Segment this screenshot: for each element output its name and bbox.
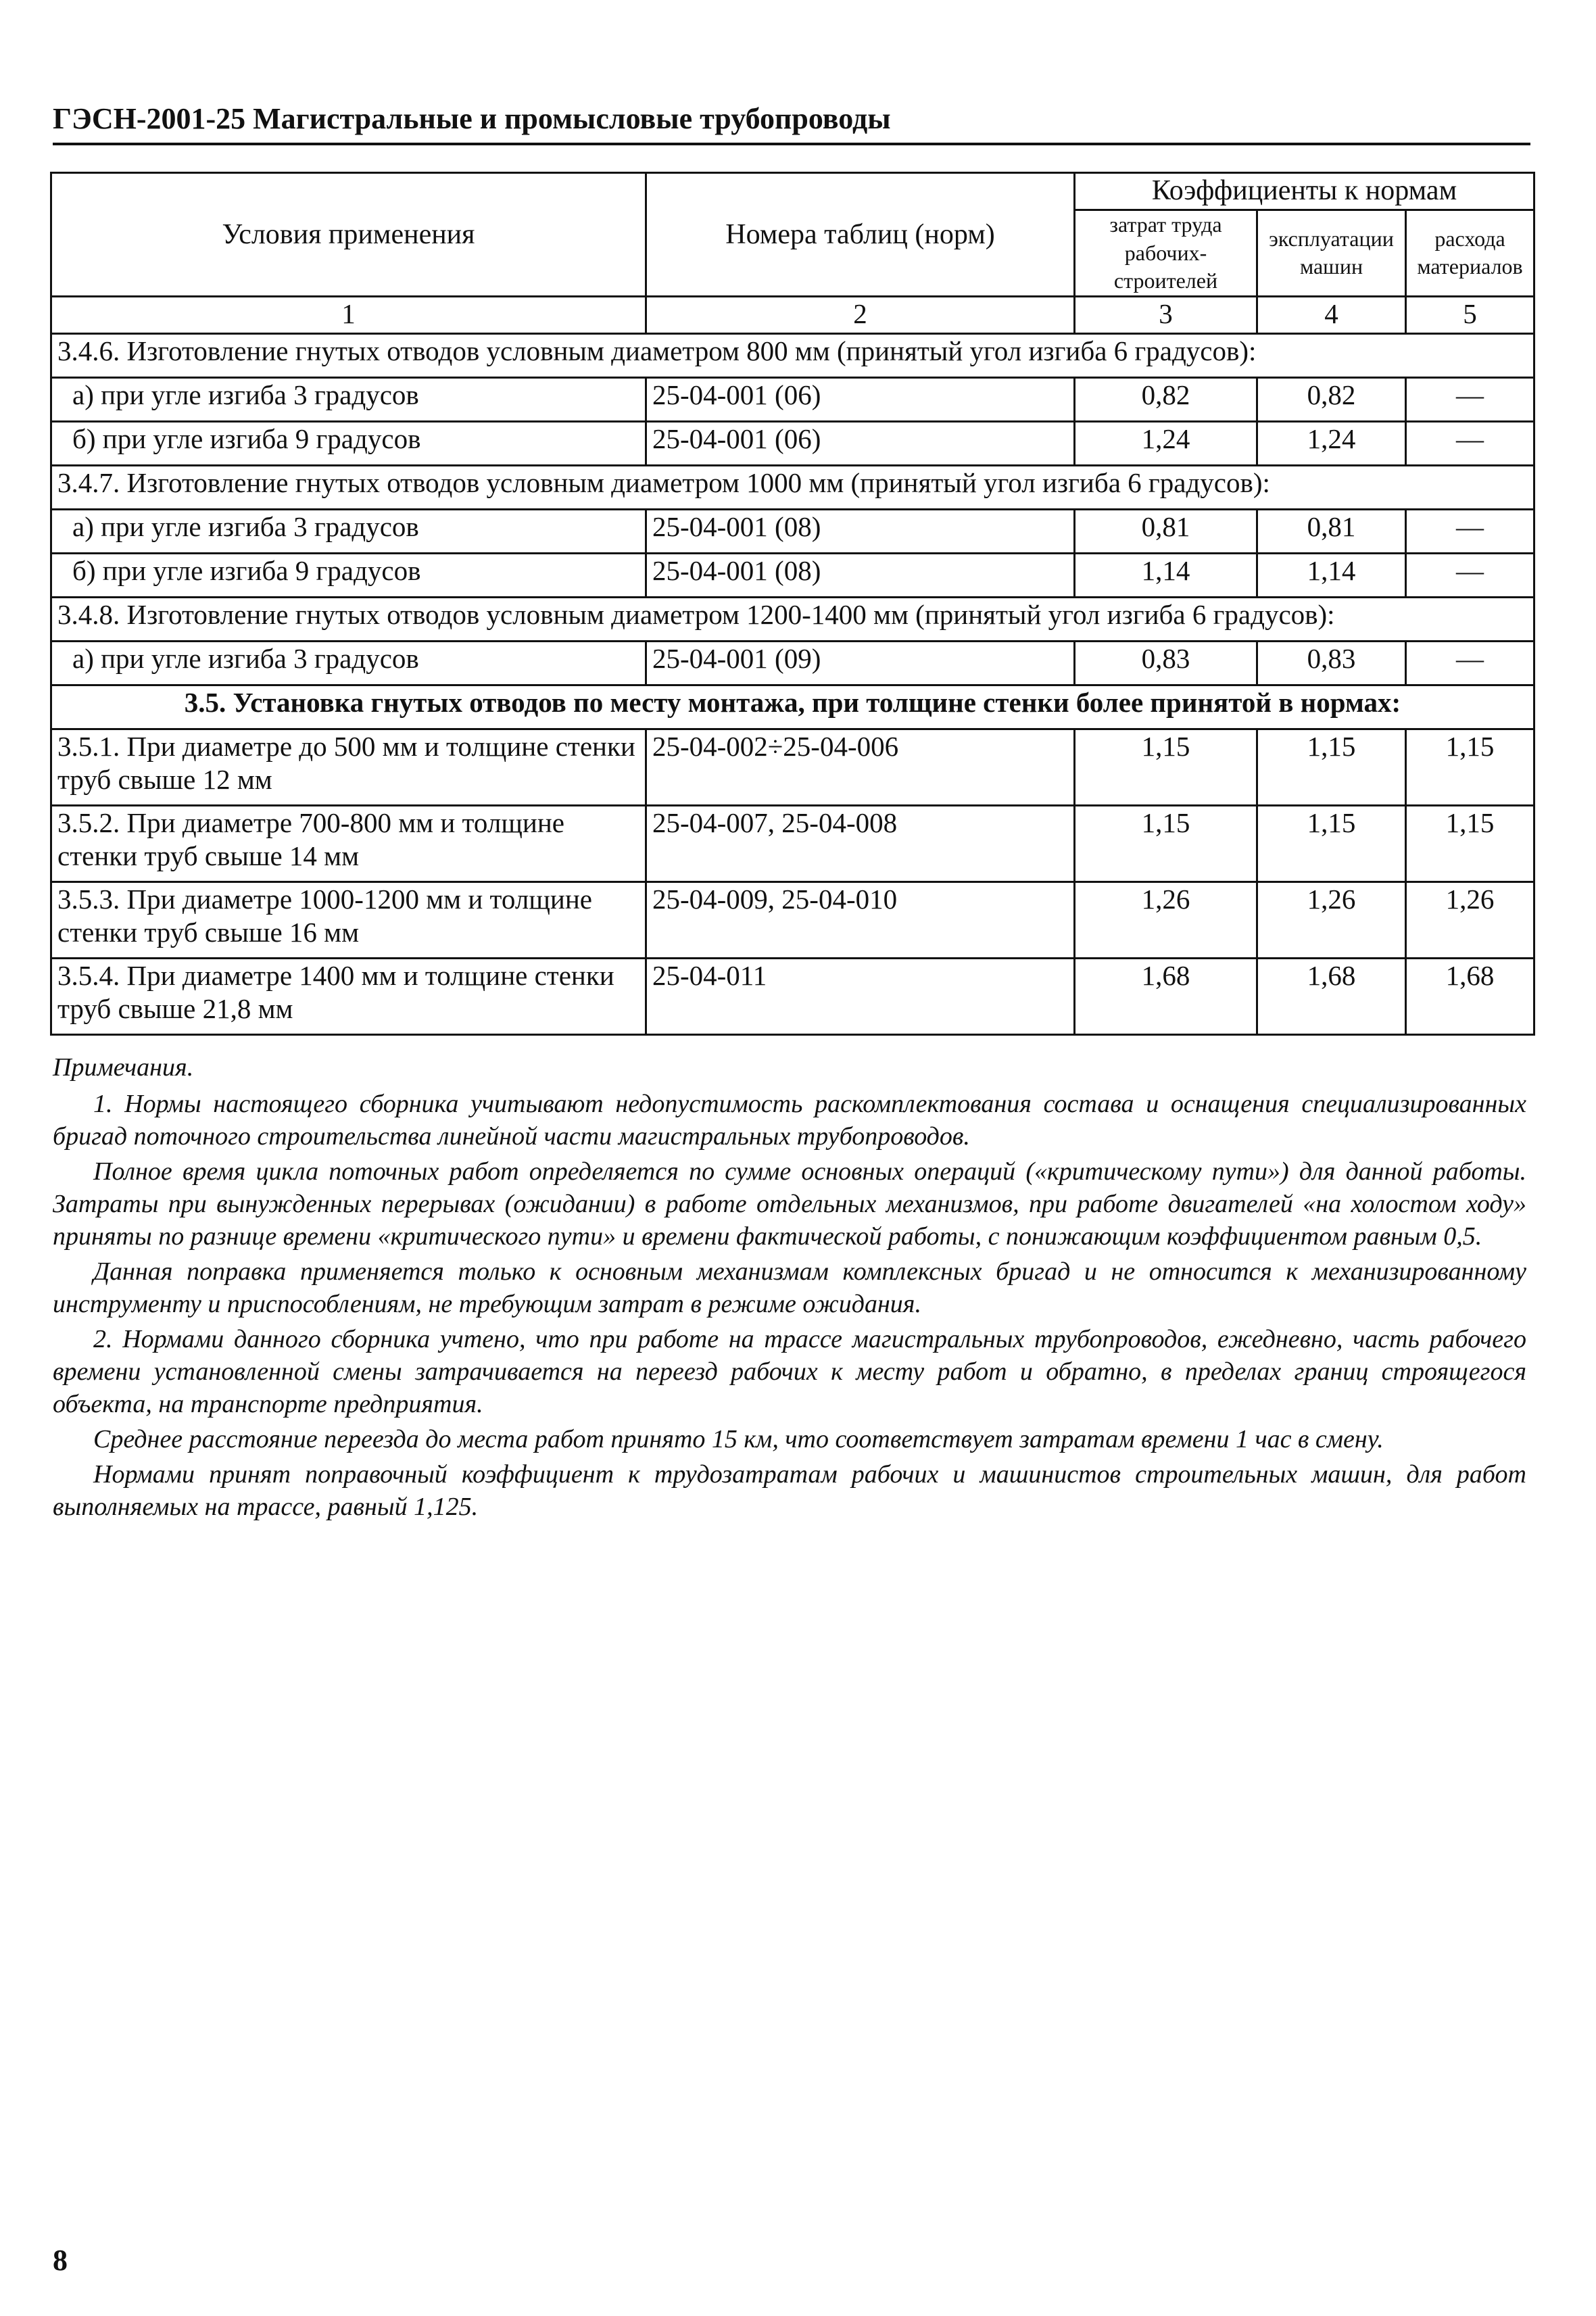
section-row xyxy=(51,333,1534,377)
column-number: 4 xyxy=(1257,296,1406,333)
table-row xyxy=(51,805,1534,882)
row-labor: 1,15 xyxy=(1075,805,1257,882)
row-materials: — xyxy=(1406,641,1534,685)
row-materials: — xyxy=(1406,377,1534,421)
note-paragraph: Нормами принят поправочный коэффициент к трудозатратам рабочих и машинистов строительных машин, для работ выполняемых на трассе, равный 1,125. xyxy=(53,1460,1526,1521)
row-materials: — xyxy=(1406,421,1534,465)
page-header-title: ГЭСН-2001-25 Магистральные и промысловые трубопроводы xyxy=(53,101,1530,145)
row-machines: 1,15 xyxy=(1257,729,1406,805)
header-labor: затрат труда рабочих-строителей xyxy=(1075,210,1257,297)
row-machines: 1,26 xyxy=(1257,882,1406,958)
row-labor: 1,14 xyxy=(1075,553,1257,597)
row-table-number: 25-04-001 (08) xyxy=(646,553,1075,597)
row-labor: 1,68 xyxy=(1075,958,1257,1034)
table-row xyxy=(51,509,1534,553)
column-number: 3 xyxy=(1075,296,1257,333)
section-row xyxy=(51,597,1534,641)
coefficients-table xyxy=(50,172,1535,1036)
row-condition: 3.5.2. При диаметре 700-800 мм и толщине стенки труб свыше 14 мм xyxy=(51,805,646,882)
row-materials: 1,15 xyxy=(1406,805,1534,882)
section-title: 3.4.6. Изготовление гнутых отводов условным диаметром 800 мм (принятый угол изгиба 6 градусов): xyxy=(51,333,1534,377)
row-machines: 0,82 xyxy=(1257,377,1406,421)
row-labor: 1,26 xyxy=(1075,882,1257,958)
column-number: 1 xyxy=(51,296,646,333)
row-labor: 0,81 xyxy=(1075,509,1257,553)
row-condition: а) при угле изгиба 3 градусов xyxy=(51,641,646,685)
row-table-number: 25-04-011 xyxy=(646,958,1075,1034)
row-condition: б) при угле изгиба 9 градусов xyxy=(51,553,646,597)
column-numbers-row xyxy=(51,296,1534,333)
row-condition: б) при угле изгиба 9 градусов xyxy=(51,421,646,465)
row-table-number: 25-04-001 (06) xyxy=(646,377,1075,421)
row-labor: 1,24 xyxy=(1075,421,1257,465)
notes-section xyxy=(53,1051,1526,1526)
column-number: 2 xyxy=(646,296,1075,333)
header-conditions: Условия применения xyxy=(51,173,646,297)
row-table-number: 25-04-007, 25-04-008 xyxy=(646,805,1075,882)
note-paragraph: Полное время цикла поточных работ определяется по сумме основных операций («критическому пути») для данной работы. Затраты при вынужденных перерывах (ожидании) в работе отдельных механизмов, при работе двигателей «на холостом ходу» приняты по разнице времени «критического пути» и времени фактической работы, с понижающим коэффициентом равным 0,5. xyxy=(53,1157,1526,1251)
table-row xyxy=(51,421,1534,465)
row-machines: 1,14 xyxy=(1257,553,1406,597)
row-materials: 1,26 xyxy=(1406,882,1534,958)
header-table-numbers: Номера таблиц (норм) xyxy=(646,173,1075,297)
table-row xyxy=(51,377,1534,421)
row-condition: 3.5.3. При диаметре 1000-1200 мм и толщине стенки труб свыше 16 мм xyxy=(51,882,646,958)
row-condition: 3.5.4. При диаметре 1400 мм и толщине стенки труб свыше 21,8 мм xyxy=(51,958,646,1034)
column-number: 5 xyxy=(1406,296,1534,333)
row-table-number: 25-04-001 (09) xyxy=(646,641,1075,685)
page-number: 8 xyxy=(53,2244,68,2277)
table-row xyxy=(51,553,1534,597)
row-machines: 1,24 xyxy=(1257,421,1406,465)
row-condition: 3.5.1. При диаметре до 500 мм и толщине стенки труб свыше 12 мм xyxy=(51,729,646,805)
section-title: 3.4.7. Изготовление гнутых отводов условным диаметром 1000 мм (принятый угол изгиба 6 градусов): xyxy=(51,465,1534,509)
section-title: 3.4.8. Изготовление гнутых отводов условным диаметром 1200-1400 мм (принятый угол изгиба 6 градусов): xyxy=(51,597,1534,641)
note-paragraph: Среднее расстояние переезда до места работ принято 15 км, что соответствует затратам времени 1 час в смену. xyxy=(93,1425,1384,1453)
notes-title: Примечания. xyxy=(53,1053,194,1082)
note-paragraph: 1. Нормы настоящего сборника учитывают недопустимость раскомплектования состава и оснащения специализированных бригад поточного строительства линейной части магистральных трубопроводов. xyxy=(53,1090,1526,1151)
row-machines: 1,68 xyxy=(1257,958,1406,1034)
section-row xyxy=(51,465,1534,509)
section-title: 3.5. Установка гнутых отводов по месту монтажа, при толщине стенки более принятой в нормах: xyxy=(51,685,1534,729)
table-row xyxy=(51,958,1534,1034)
row-condition: а) при угле изгиба 3 градусов xyxy=(51,377,646,421)
row-materials: 1,15 xyxy=(1406,729,1534,805)
row-table-number: 25-04-001 (06) xyxy=(646,421,1075,465)
row-materials: — xyxy=(1406,553,1534,597)
table-row xyxy=(51,729,1534,805)
row-machines: 0,81 xyxy=(1257,509,1406,553)
row-labor: 0,82 xyxy=(1075,377,1257,421)
note-paragraph: Данная поправка применяется только к основным механизмам комплексных бригад и не относится к механизированному инструменту и приспособлениям, не требующим затрат в режиме ожидания. xyxy=(53,1257,1526,1318)
row-machines: 1,15 xyxy=(1257,805,1406,882)
header-coefficients: Коэффициенты к нормам xyxy=(1075,173,1534,210)
row-machines: 0,83 xyxy=(1257,641,1406,685)
row-table-number: 25-04-001 (08) xyxy=(646,509,1075,553)
header-machines: эксплуатации машин xyxy=(1257,210,1406,297)
table-row xyxy=(51,882,1534,958)
section-row xyxy=(51,685,1534,729)
row-materials: 1,68 xyxy=(1406,958,1534,1034)
header-materials: расхода материалов xyxy=(1406,210,1534,297)
row-labor: 0,83 xyxy=(1075,641,1257,685)
row-condition: а) при угле изгиба 3 градусов xyxy=(51,509,646,553)
row-table-number: 25-04-002÷25-04-006 xyxy=(646,729,1075,805)
note-paragraph: 2. Нормами данного сборника учтено, что при работе на трассе магистральных трубопроводов, ежедневно, часть рабочего времени установленной смены затрачивается на переезд рабочих к месту работ и обратно, в пределах границ строящегося объекта, на транспорте предприятия. xyxy=(53,1325,1526,1418)
row-materials: — xyxy=(1406,509,1534,553)
row-table-number: 25-04-009, 25-04-010 xyxy=(646,882,1075,958)
row-labor: 1,15 xyxy=(1075,729,1257,805)
table-row xyxy=(51,641,1534,685)
